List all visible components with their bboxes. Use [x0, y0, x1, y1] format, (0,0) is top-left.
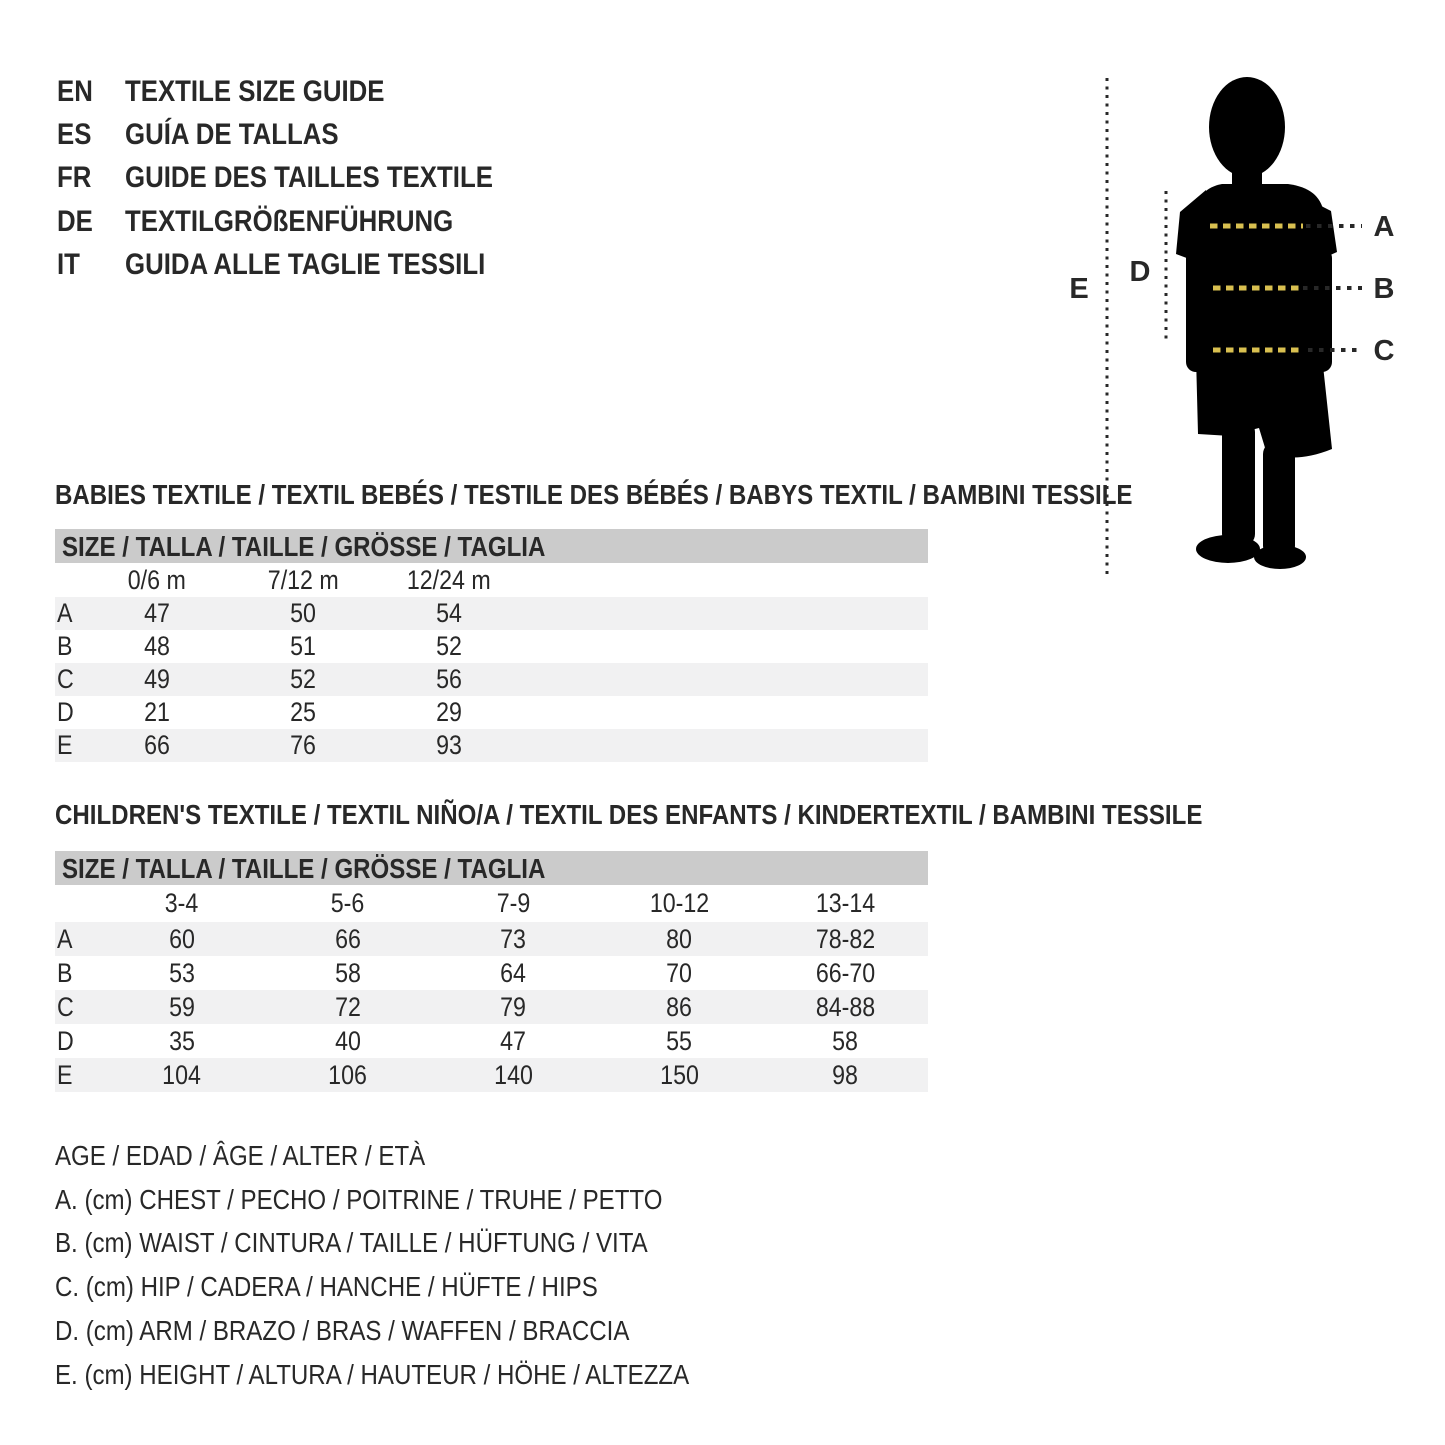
language-code: IT: [57, 247, 80, 281]
value-cell: 52: [290, 664, 316, 694]
value-cell: 50: [290, 598, 316, 628]
value-cell: 79: [500, 991, 527, 1022]
children-size-table: [55, 851, 928, 1092]
table-row-c: [55, 663, 928, 696]
legend-arm: D. (cm) ARM / BRAZO / BRAS / WAFFEN / BRACCIA: [55, 1315, 630, 1347]
value-cell: 35: [168, 1025, 195, 1056]
value-cell: 93: [436, 730, 462, 760]
language-code: ES: [57, 117, 92, 151]
row-label: D: [57, 1025, 74, 1056]
value-cell: 106: [328, 1059, 368, 1090]
value-cell: 29: [436, 697, 462, 727]
legend-chest: A. (cm) CHEST / PECHO / POITRINE / TRUHE / PETTO: [55, 1183, 663, 1215]
value-cell: 40: [334, 1025, 361, 1056]
measurement-legend: [55, 1134, 792, 1397]
marker-label-a: A: [1373, 211, 1395, 243]
marker-label-c: C: [1373, 335, 1395, 367]
babies-section-title: BABIES TEXTILE / TEXTIL BEBÉS / TESTILE DES BÉBÉS / BABYS TEXTIL / BAMBINI TESSILE: [55, 479, 1133, 510]
row-label: C: [57, 664, 74, 694]
value-cell: 52: [436, 631, 462, 661]
column-header: 12/24 m: [407, 564, 491, 595]
column-header: 3-4: [165, 888, 199, 918]
row-label: C: [57, 991, 74, 1022]
table-row-e: [55, 1058, 928, 1092]
corner-cell: [55, 885, 99, 922]
measurement-figure: [1050, 55, 1445, 600]
column-header: 10-12: [649, 888, 709, 918]
table-row-b: [55, 956, 928, 990]
table-row-a: [55, 922, 928, 956]
value-cell: 60: [168, 923, 195, 954]
value-cell: 84-88: [815, 991, 875, 1022]
value-cell: 66-70: [815, 957, 875, 988]
language-code: DE: [57, 204, 93, 238]
row-label: A: [57, 923, 73, 954]
language-row-it: [57, 243, 553, 286]
table-row-c: [55, 990, 928, 1024]
value-cell: 72: [334, 991, 361, 1022]
row-label: E: [57, 1059, 73, 1090]
value-cell: 49: [144, 664, 170, 694]
corner-cell: [55, 563, 84, 597]
children-column-header-row: [55, 885, 928, 922]
row-label: E: [57, 730, 73, 760]
babies-size-header-bar: SIZE / TALLA / TAILLE / GRÖSSE / TAGLIA: [55, 529, 928, 563]
value-cell: 78-82: [815, 923, 875, 954]
children-size-header-bar: SIZE / TALLA / TAILLE / GRÖSSE / TAGLIA: [55, 851, 928, 885]
table-row-a: [55, 597, 928, 630]
value-cell: 25: [290, 697, 316, 727]
column-header: 5-6: [330, 888, 365, 918]
marker-label-e: E: [1069, 273, 1089, 305]
value-cell: 150: [659, 1059, 699, 1090]
babies-size-table: [55, 529, 928, 762]
legend-height: E. (cm) HEIGHT / ALTURA / HAUTEUR / HÖHE / ALTEZZA: [55, 1358, 690, 1390]
legend-hip: C. (cm) HIP / CADERA / HANCHE / HÜFTE / HIPS: [55, 1271, 598, 1303]
table-row-e: [55, 729, 928, 762]
value-cell: 58: [832, 1025, 859, 1056]
row-label: D: [57, 697, 74, 727]
value-cell: 56: [436, 664, 462, 694]
language-row-de: [57, 200, 553, 243]
value-cell: 54: [436, 598, 462, 628]
legend-waist: B. (cm) WAIST / CINTURA / TAILLE / HÜFTUNG / VITA: [55, 1227, 648, 1259]
babies-column-header-row: [55, 563, 928, 597]
value-cell: 76: [290, 730, 316, 760]
value-cell: 104: [162, 1059, 202, 1090]
table-row-d: [55, 696, 928, 729]
guide-title-fr: GUIDE DES TAILLES TEXTILE: [125, 161, 493, 195]
value-cell: 66: [144, 730, 170, 760]
marker-label-d: D: [1129, 256, 1151, 288]
guide-title-en: TEXTILE SIZE GUIDE: [125, 74, 385, 108]
value-cell: 53: [168, 957, 195, 988]
marker-label-b: B: [1373, 273, 1395, 305]
guide-title-it: GUIDA ALLE TAGLIE TESSILI: [125, 247, 486, 281]
column-header: 0/6 m: [127, 564, 187, 595]
value-cell: 64: [500, 957, 527, 988]
legend-age: AGE / EDAD / ÂGE / ALTER / ETÀ: [55, 1139, 426, 1171]
value-cell: 47: [500, 1025, 527, 1056]
value-cell: 140: [494, 1059, 533, 1090]
row-label: A: [57, 598, 73, 628]
value-cell: 73: [500, 923, 527, 954]
value-cell: 47: [144, 598, 170, 628]
value-cell: 66: [334, 923, 361, 954]
value-cell: 58: [334, 957, 361, 988]
language-header: [57, 70, 553, 286]
value-cell: 51: [290, 631, 316, 661]
language-row-en: [57, 70, 553, 113]
column-header: 7/12 m: [267, 564, 339, 595]
value-cell: 98: [832, 1059, 859, 1090]
row-label: B: [57, 957, 73, 988]
language-row-fr: [57, 157, 553, 200]
value-cell: 70: [666, 957, 693, 988]
table-row-b: [55, 630, 928, 663]
value-cell: 21: [144, 697, 170, 727]
language-row-es: [57, 113, 553, 156]
column-header: 13-14: [815, 888, 875, 918]
table-row-d: [55, 1024, 928, 1058]
value-cell: 55: [666, 1025, 693, 1056]
value-cell: 59: [168, 991, 195, 1022]
column-header: 7-9: [496, 888, 531, 918]
value-cell: 80: [666, 923, 693, 954]
value-cell: 48: [144, 631, 170, 661]
language-code: EN: [57, 74, 93, 108]
row-label: B: [57, 631, 73, 661]
guide-title-de: TEXTILGRÖßENFÜHRUNG: [125, 204, 454, 238]
value-cell: 86: [666, 991, 693, 1022]
language-code: FR: [57, 161, 92, 195]
children-section-title: CHILDREN'S TEXTILE / TEXTIL NIÑO/A / TEXTIL DES ENFANTS / KINDERTEXTIL / BAMBINI TESSILE: [55, 799, 1203, 830]
guide-title-es: GUÍA DE TALLAS: [125, 117, 339, 151]
